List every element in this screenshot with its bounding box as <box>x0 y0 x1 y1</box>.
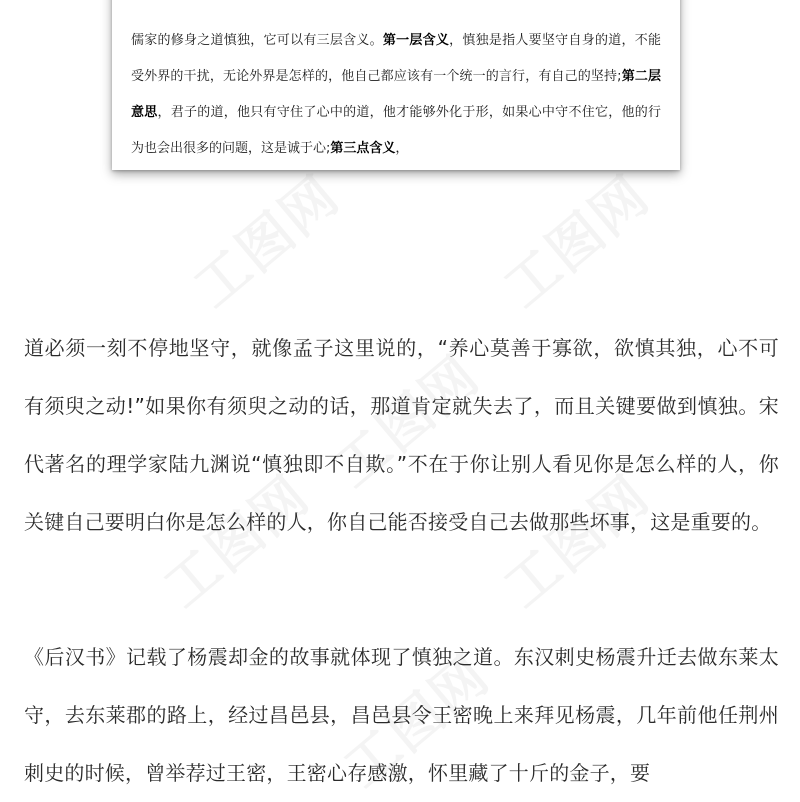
card-paragraph <box>131 23 661 167</box>
watermark-2 <box>485 155 663 322</box>
quote-card <box>112 0 680 170</box>
card-text-segment: ，君子的道，他只有守住了心中的道，他才能够外化于形，如果心中守不住它，他的行为也会出很多的问题，这是诚于心; <box>131 105 661 156</box>
card-text-segment: ， <box>395 141 409 156</box>
card-text-segment: ，慎独是指人要坚守自身的道，不能受外界的干扰，无论外界是怎样的，他自己都应该有一个统一的言行，有自己的坚持; <box>131 33 661 84</box>
card-bold-heading: 第二层意思 <box>131 69 661 120</box>
card-bold-heading: 第三点含义 <box>330 141 396 156</box>
body-paragraph-1: 道必须一刻不停地坚守，就像孟子这里说的，“养心莫善于寡欲，欲慎其独，心不可有须臾之动!”如果你有须臾之动的话，那道肯定就失去了，而且关键要做到慎独。宋代著名的理学家陆九渊说“慎独即不自欺。”不在于你让别人看见你是怎么样的人，你关键自己要明白你是怎么样的人，你自己能否接受自己去做那些坏事，这是重要的。 <box>24 336 779 534</box>
card-text-segment: 儒家的修身之道慎独，它可以有三层含义。 <box>131 33 383 48</box>
watermark-1 <box>175 155 353 322</box>
card-bold-heading: 第一层含义 <box>382 33 450 48</box>
body-paragraph-2: 《后汉书》记载了杨震却金的故事就体现了慎独之道。东汉刺史杨震升迁去做东莱太守，去东莱郡的路上，经过昌邑县，昌邑县令王密晚上来拜见杨震，几年前他任荆州刺史的时候，曾举荐过王密，王密心存感激，怀里藏了十斤的金子，要 <box>24 645 779 785</box>
